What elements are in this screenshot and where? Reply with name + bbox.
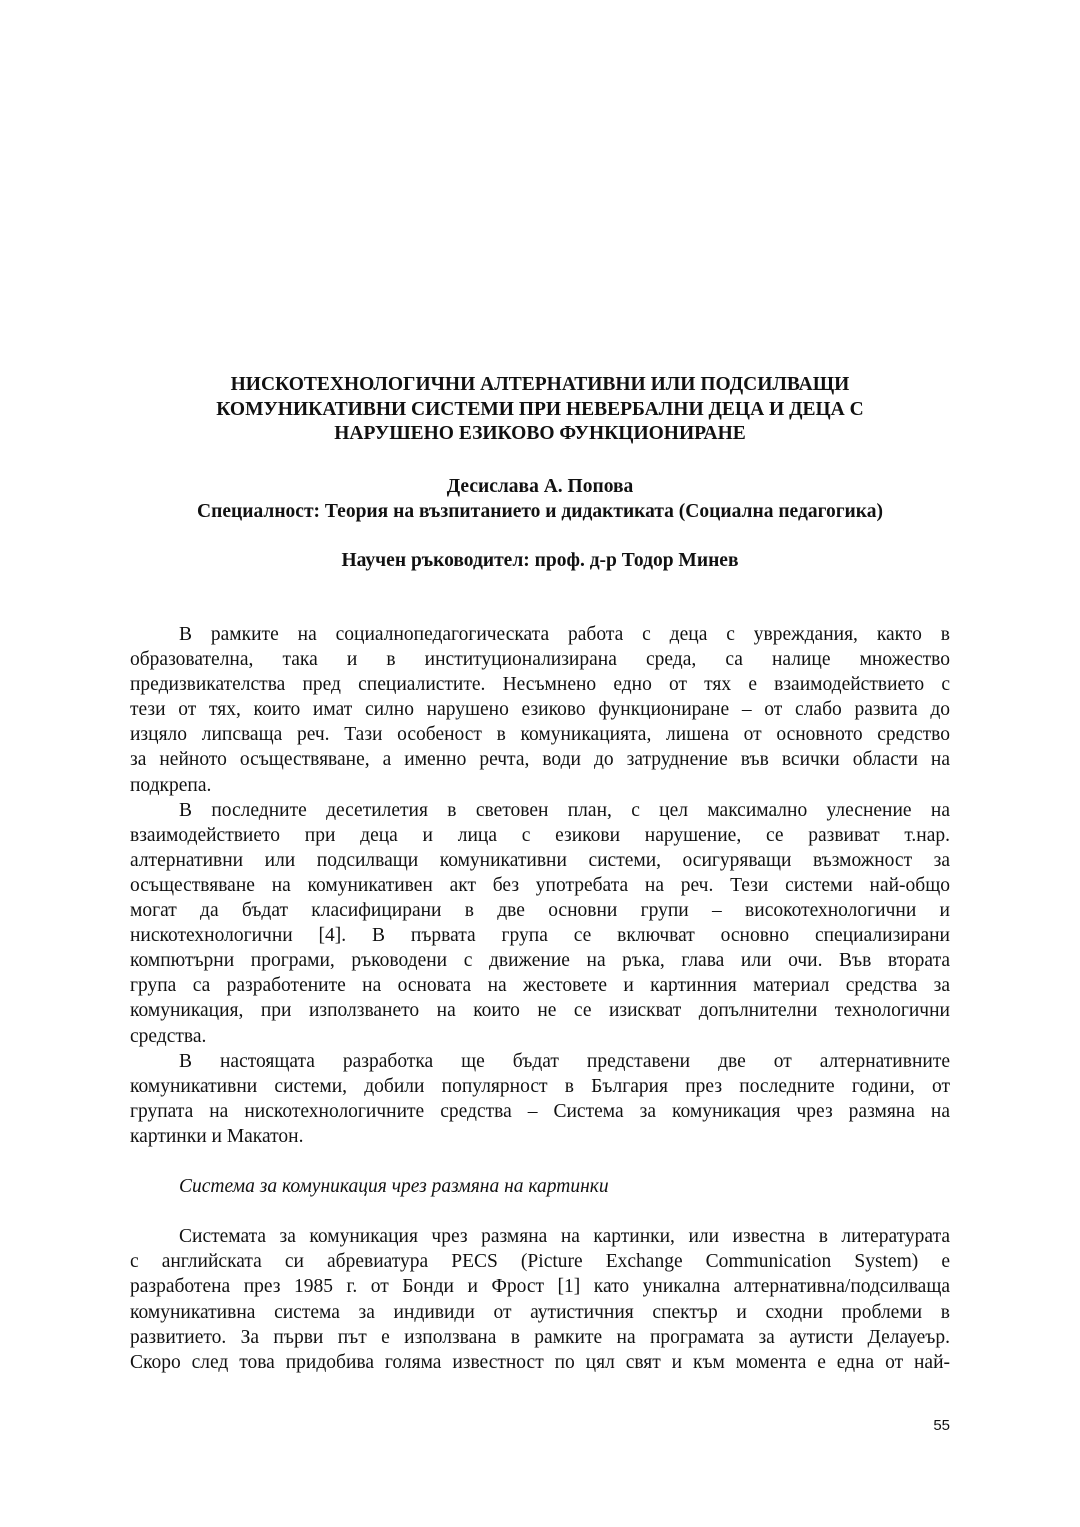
section-heading: Система за комуникация чрез размяна на картинки xyxy=(179,1176,609,1198)
paragraph-2 xyxy=(130,798,950,1049)
author-name: Десислава А. Попова xyxy=(446,476,634,497)
text-line: комуникативна система за индивиди от аутистичния спектър и сходни проблеми в xyxy=(130,1301,950,1323)
text-line: групата на нискотехнологичните средства – Система за комуникация чрез размяна на xyxy=(130,1100,950,1122)
text-line: предизвикателства пред специалистите. Несъмнено едно от тях е взаимодействието с xyxy=(130,674,950,696)
text-line: за нейното осъществяване, а именно речта, води до затруднение във всички области на xyxy=(130,749,950,771)
paragraph-3 xyxy=(130,1049,950,1149)
text-line: тези от тях, които имат силно нарушено езиково функциониране – от слабо развита до xyxy=(130,699,950,721)
text-line: развитието. За първи път е използвана в рамките на програмата за аутисти Делауеър. xyxy=(130,1326,950,1348)
spacer xyxy=(130,1199,950,1224)
author-specialty: Специалност: Теория на възпитанието и дидактиката (Социална педагогика) xyxy=(197,501,883,522)
text-line: взаимодействието при деца и лица с езикови нарушение, се развиват т.нар. xyxy=(130,824,950,846)
text-line: алтернативни или подсилващи комуникативни системи, осигуряващи възможност за xyxy=(130,849,950,871)
text-line: В настоящата разработка ще бъдат представени две от алтернативните xyxy=(179,1050,950,1072)
text-line: компютърни програми, ръководени с движение на ръка, глава или очи. Във втората xyxy=(130,950,950,972)
text-line: средства. xyxy=(130,1025,207,1047)
section-paragraph xyxy=(130,1224,950,1375)
text-line: комуникативни системи, добили популярност в България през последните години, от xyxy=(130,1075,950,1097)
text-line: В рамките на социалнопедагогическата работа с деца с увреждания, както в xyxy=(179,624,950,645)
paragraph-1 xyxy=(130,622,950,798)
body-text xyxy=(130,622,950,1375)
text-line: могат да бъдат класифицирани в две основни групи – високотехнологични и xyxy=(130,900,950,922)
title-line: КОМУНИКАТИВНИ СИСТЕМИ ПРИ НЕВЕРБАЛНИ ДЕЦА И ДЕЦА С xyxy=(216,398,864,420)
title-line: НИСКОТЕХНОЛОГИЧНИ АЛТЕРНАТИВНИ ИЛИ ПОДСИЛВАЩИ xyxy=(230,374,850,395)
text-line: комуникация, при използването на които не се изискват допълнителни технологични xyxy=(130,1000,950,1022)
text-line: група са разработените на основата на жестовете и картинния материал средства за xyxy=(130,975,950,997)
scientific-advisor: Научен ръководител: проф. д-р Тодор Минев xyxy=(341,550,739,571)
text-line: нискотехнологични [4]. В първата група се включват основно специализирани xyxy=(130,925,950,947)
author-block xyxy=(130,474,950,524)
text-line: подкрепа. xyxy=(130,774,212,796)
title-line: НАРУШЕНО ЕЗИКОВО ФУНКЦИОНИРАНЕ xyxy=(334,423,746,444)
spacer xyxy=(130,1149,950,1174)
text-line: Системата за комуникация чрез размяна на картинки, или известна в литературата xyxy=(179,1226,950,1248)
text-line: картинки и Макатон. xyxy=(130,1125,304,1147)
text-line: образователна, така и в институционализирана среда, са налице множество xyxy=(130,649,950,671)
text-line: с английската си абревиатура PECS (Picture Exchange Communication System) е xyxy=(130,1251,950,1273)
page-number: 55 xyxy=(933,1417,950,1434)
paper-title xyxy=(130,373,950,447)
text-line: изцяло липсваща реч. Тази особеност в комуникацията, лишена от основното средство xyxy=(130,724,950,746)
text-line: осъществяване на комуникативен акт без употребата на реч. Тези системи най-общо xyxy=(130,874,950,896)
text-line: Скоро след това придобива голяма известност по цял свят и към момента е една от най- xyxy=(130,1351,950,1373)
text-line: разработена през 1985 г. от Бонди и Фрост [1] като уникална алтернативна/подсилваща xyxy=(130,1276,950,1298)
text-line: В последните десетилетия в световен план, с цел максимално улеснение на xyxy=(179,799,950,821)
